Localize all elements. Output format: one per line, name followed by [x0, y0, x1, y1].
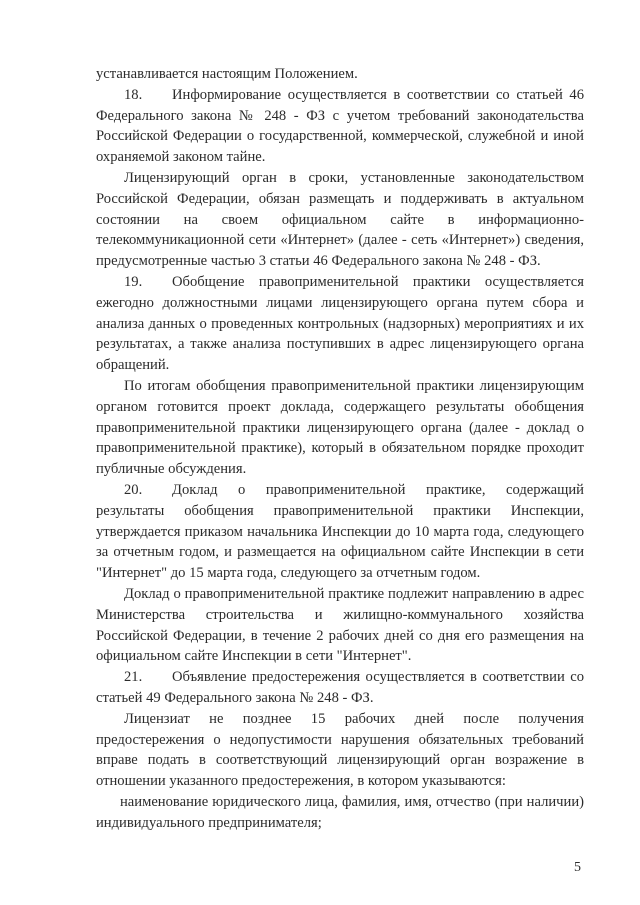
paragraph-number: 20.: [124, 481, 143, 498]
page-number: 5: [574, 860, 581, 875]
paragraph-21: [96, 667, 584, 709]
paragraph-20-continued: [96, 584, 584, 667]
document-body: [96, 64, 584, 833]
paragraph-text: По итогам обобщения правоприменительной практики лицензирующим органом готовится проект доклада, содержащего результаты обобщения правоприменительной практики лицензирующего органа (далее - доклад о правоприменительной практике), который в обязательном порядке проходит публичные обсуждения.: [96, 377, 584, 478]
paragraph-19: [96, 272, 584, 376]
paragraph-number: 21.: [124, 669, 143, 686]
paragraph-text: Обобщение правоприменительной практики осуществляется ежегодно должностными лицами лицензирующего органа путем сбора и анализа данных о проведенных контрольных (надзорных) мероприятиях и их результатах, а также анализа поступивших в адрес лицензирующего органа обращений.: [96, 273, 584, 374]
paragraph-18: [96, 85, 584, 168]
paragraph-text: Доклад о правоприменительной практике подлежит направлению в адрес Министерства строительства и жилищно-коммунального хозяйства Российской Федерации, в течение 2 рабочих дней со дня его размещения на официальном сайте Инспекции в сети "Интернет".: [96, 585, 584, 665]
paragraph-text: Лицензиат не позднее 15 рабочих дней после получения предостережения о недопустимости нарушения обязательных требований вправе подать в соответствующий лицензирующий орган возражение в отношении указанного предостережения, в котором указываются:: [96, 710, 584, 790]
paragraph-number: 18.: [124, 86, 143, 103]
paragraph-text: устанавливается настоящим Положением.: [96, 66, 358, 82]
paragraph-text: Информирование осуществляется в соответствии со статьей 46 Федерального закона № 248 - ФЗ с учетом требований законодательства Российской Федерации о государственной, коммерческой, служебной и иной охраняемой законом тайне.: [96, 86, 584, 166]
paragraph-19-continued: [96, 376, 584, 480]
paragraph-continuation: [96, 64, 584, 85]
paragraph-number: 19.: [124, 273, 143, 290]
paragraph-20: [96, 480, 584, 584]
list-item: [96, 792, 584, 834]
paragraph-text: Объявление предостережения осуществляется в соответствии со статьей 49 Федерального закона № 248 - ФЗ.: [96, 669, 584, 706]
paragraph-18-continued: [96, 168, 584, 272]
paragraph-text: Доклад о правоприменительной практике, содержащий результаты обобщения правоприменительной практики Инспекции, утверждается приказом начальника Инспекции до 10 марта года, следующего за отчетным годом, и размещается на официальном сайте Инспекции в сети "Интернет" до 15 марта года, следующего за отчетным годом.: [96, 481, 584, 582]
paragraph-text: наименование юридического лица, фамилия, имя, отчество (при наличии) индивидуального предпринимателя;: [96, 793, 584, 831]
paragraph-text: Лицензирующий орган в сроки, установленные законодательством Российской Федерации, обязан размещать и поддерживать в актуальном состоянии на своем официальном сайте в информационно-телекоммуникационной сети «Интернет» (далее - сеть «Интернет») сведения, предусмотренные частью 3 статьи 46 Федерального закона № 248 - ФЗ.: [96, 169, 584, 270]
paragraph-21-continued: [96, 709, 584, 792]
